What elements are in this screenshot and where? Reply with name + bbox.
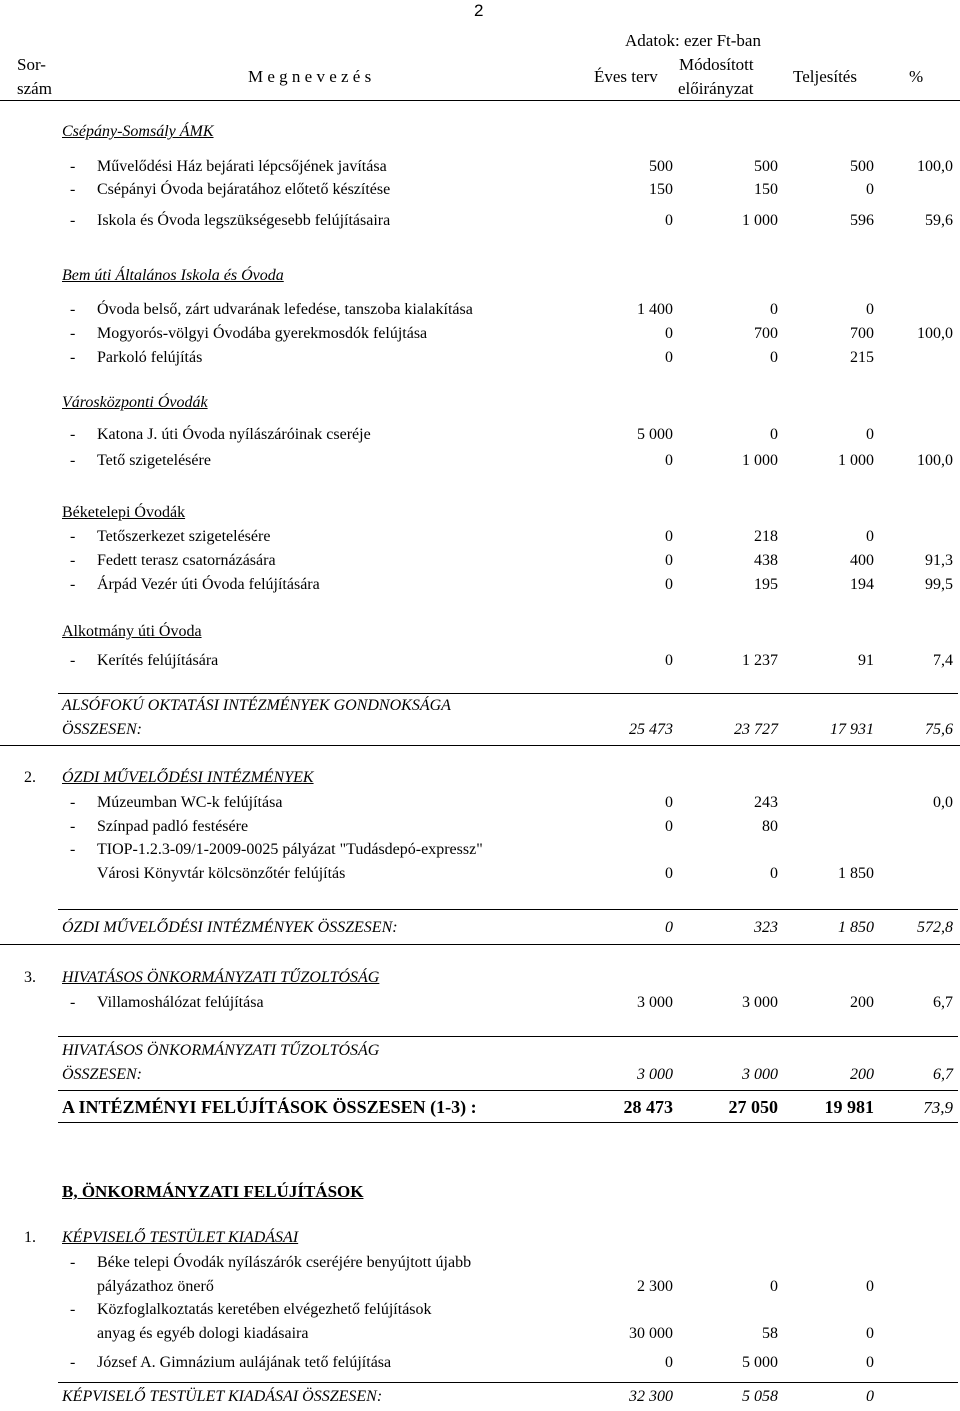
row-plan: 0 <box>665 325 673 342</box>
total-plan: 32 300 <box>629 1388 673 1405</box>
row-actual: 400 <box>850 552 874 569</box>
row-dash: - <box>70 576 76 593</box>
row-actual: 0 <box>866 426 874 443</box>
row-name: Közfoglalkoztatás keretében elvégezhető felújítások <box>97 1301 432 1318</box>
row-modified: 1 000 <box>742 212 778 229</box>
total-actual: 200 <box>850 1066 874 1083</box>
row-plan: 2 300 <box>637 1278 673 1295</box>
row-name: Csépányi Óvoda bejáratához előtető készítése <box>97 181 391 198</box>
page-number: 2 <box>474 1 484 20</box>
row-plan: 30 000 <box>629 1325 673 1342</box>
row-name: Tető szigetelésére <box>97 452 211 469</box>
units-note: Adatok: ezer Ft-ban <box>625 31 761 50</box>
row-dash: - <box>70 552 76 569</box>
row-pct: 6,7 <box>933 994 953 1011</box>
row-dash: - <box>70 1254 76 1271</box>
section-title-beketelepi: Béketelepi Óvodák <box>62 504 186 521</box>
section-title-ozdi: ÓZDI MŰVELŐDÉSI INTÉZMÉNYEK <box>62 769 314 786</box>
row-name-cont: pályázathoz önerő <box>97 1278 214 1295</box>
row-actual: 91 <box>858 652 874 669</box>
row-name: Óvoda belső, zárt udvarának lefedése, tanszoba kialakítása <box>97 301 473 318</box>
row-pct: 59,6 <box>925 212 953 229</box>
total-label: HIVATÁSOS ÖNKORMÁNYZATI TŰZOLTÓSÁG <box>62 1042 380 1059</box>
row-actual: 596 <box>850 212 874 229</box>
grand-total-label: A INTÉZMÉNYI FELÚJÍTÁSOK ÖSSZESEN (1-3) : <box>62 1097 477 1117</box>
row-pct: 100,0 <box>917 325 953 342</box>
row-name: Művelődési Ház bejárati lépcsőjének javítása <box>97 158 387 175</box>
total-modified: 23 727 <box>734 721 778 738</box>
total-modified: 5 058 <box>742 1388 778 1405</box>
row-modified: 195 <box>754 576 778 593</box>
total-label: ÖSSZESEN: <box>62 721 142 738</box>
total-actual: 0 <box>866 1388 874 1405</box>
row-pct: 99,5 <box>925 576 953 593</box>
row-plan: 0 <box>665 865 673 882</box>
row-plan: 0 <box>665 552 673 569</box>
row-dash: - <box>70 794 76 811</box>
header-rule <box>0 100 960 101</box>
row-actual: 0 <box>866 528 874 545</box>
row-modified: 0 <box>770 426 778 443</box>
row-modified: 5 000 <box>742 1354 778 1371</box>
row-dash: - <box>70 301 76 318</box>
section-title-varoskozponti: Városközponti Óvodák <box>62 394 208 411</box>
section-title-kepviselo: KÉPVISELŐ TESTÜLET KIADÁSAI <box>62 1229 299 1246</box>
total-actual: 1 850 <box>838 919 874 936</box>
row-plan: 500 <box>649 158 673 175</box>
divider <box>58 1122 958 1123</box>
total-plan: 0 <box>665 919 673 936</box>
row-actual: 215 <box>850 349 874 366</box>
row-dash: - <box>70 212 76 229</box>
grand-total-pct: 73,9 <box>923 1098 953 1117</box>
row-actual: 200 <box>850 994 874 1011</box>
row-pct: 0,0 <box>933 794 953 811</box>
row-plan: 0 <box>665 212 673 229</box>
row-actual: 1 850 <box>838 865 874 882</box>
row-name: Tetőszerkezet szigetelésére <box>97 528 271 545</box>
row-plan: 0 <box>665 576 673 593</box>
row-dash: - <box>70 818 76 835</box>
row-modified: 0 <box>770 865 778 882</box>
row-modified: 0 <box>770 301 778 318</box>
row-plan: 150 <box>649 181 673 198</box>
divider <box>58 909 958 910</box>
section-title-alkotmany: Alkotmány úti Óvoda <box>62 623 202 640</box>
row-name: TIOP-1.2.3-09/1-2009-0025 pályázat "Tudásdepó-expressz" <box>97 841 483 858</box>
row-actual: 0 <box>866 1354 874 1371</box>
row-dash: - <box>70 426 76 443</box>
col-header-sorszam-1: Sor- <box>17 55 46 74</box>
total-pct: 6,7 <box>933 1066 953 1083</box>
row-plan: 0 <box>665 1354 673 1371</box>
row-dash: - <box>70 452 76 469</box>
total-label: ALSÓFOKÚ OKTATÁSI INTÉZMÉNYEK GONDNOKSÁGA <box>62 697 451 714</box>
row-dash: - <box>70 652 76 669</box>
row-modified: 0 <box>770 1278 778 1295</box>
col-header-sorszam-2: szám <box>17 79 52 98</box>
row-actual: 0 <box>866 181 874 198</box>
row-plan: 0 <box>665 818 673 835</box>
row-actual: 194 <box>850 576 874 593</box>
row-modified: 1 000 <box>742 452 778 469</box>
row-plan: 0 <box>665 452 673 469</box>
section-number: 1. <box>24 1229 36 1246</box>
row-dash: - <box>70 841 76 858</box>
row-actual: 1 000 <box>838 452 874 469</box>
row-modified: 438 <box>754 552 778 569</box>
row-name: Árpád Vezér úti Óvoda felújítására <box>97 576 320 593</box>
col-header-modified-2: előirányzat <box>678 79 754 98</box>
row-pct: 100,0 <box>917 158 953 175</box>
col-header-name: M e g n e v e z é s <box>248 67 372 86</box>
total-label: KÉPVISELŐ TESTÜLET KIADÁSAI ÖSSZESEN: <box>62 1388 383 1405</box>
row-modified: 58 <box>762 1325 778 1342</box>
row-actual: 0 <box>866 1325 874 1342</box>
total-pct: 75,6 <box>925 721 953 738</box>
row-modified: 150 <box>754 181 778 198</box>
row-plan: 5 000 <box>637 426 673 443</box>
total-actual: 17 931 <box>830 721 874 738</box>
grand-total-plan: 28 473 <box>623 1097 673 1117</box>
row-modified: 218 <box>754 528 778 545</box>
row-name: Mogyorós-völgyi Óvodába gyerekmosdók felújtása <box>97 325 428 342</box>
divider <box>58 1036 958 1037</box>
total-modified: 323 <box>754 919 778 936</box>
row-actual: 0 <box>866 301 874 318</box>
row-modified: 243 <box>754 794 778 811</box>
row-dash: - <box>70 1301 76 1318</box>
row-plan: 0 <box>665 652 673 669</box>
row-dash: - <box>70 528 76 545</box>
total-label: ÓZDI MŰVELŐDÉSI INTÉZMÉNYEK ÖSSZESEN: <box>62 919 398 936</box>
row-name: Múzeumban WC-k felújítása <box>97 794 283 811</box>
col-header-pct: % <box>909 67 924 86</box>
total-plan: 25 473 <box>629 721 673 738</box>
row-dash: - <box>70 1354 76 1371</box>
row-dash: - <box>70 325 76 342</box>
row-name: Parkoló felújítás <box>97 349 203 366</box>
divider <box>0 944 960 945</box>
divider <box>58 1382 958 1383</box>
row-name: Villamoshálózat felújítása <box>97 994 264 1011</box>
row-plan: 3 000 <box>637 994 673 1011</box>
total-label: ÖSSZESEN: <box>62 1066 142 1083</box>
section-b-title: B, ÖNKORMÁNYZATI FELÚJÍTÁSOK <box>62 1182 364 1201</box>
col-header-actual: Teljesítés <box>793 67 857 86</box>
row-pct: 91,3 <box>925 552 953 569</box>
row-modified: 0 <box>770 349 778 366</box>
col-header-plan: Éves terv <box>594 67 658 86</box>
row-plan: 1 400 <box>637 301 673 318</box>
section-title-bem: Bem úti Általános Iskola és Óvoda <box>62 267 284 284</box>
row-dash: - <box>70 994 76 1011</box>
row-actual: 500 <box>850 158 874 175</box>
row-dash: - <box>70 181 76 198</box>
row-modified: 80 <box>762 818 778 835</box>
row-modified: 500 <box>754 158 778 175</box>
row-name: Színpad padló festésére <box>97 818 249 835</box>
grand-total-actual: 19 981 <box>824 1097 874 1117</box>
row-modified: 3 000 <box>742 994 778 1011</box>
row-plan: 0 <box>665 349 673 366</box>
row-name: Kerítés felújítására <box>97 652 219 669</box>
grand-total-modified: 27 050 <box>728 1097 778 1117</box>
total-pct: 572,8 <box>917 919 953 936</box>
row-pct: 100,0 <box>917 452 953 469</box>
row-name-cont: Városi Könyvtár kölcsönzőtér felújítás <box>97 865 346 882</box>
section-title-csepany: Csépány-Somsály ÁMK <box>62 123 214 140</box>
row-dash: - <box>70 158 76 175</box>
row-plan: 0 <box>665 794 673 811</box>
row-actual: 0 <box>866 1278 874 1295</box>
row-dash: - <box>70 349 76 366</box>
row-plan: 0 <box>665 528 673 545</box>
row-name: Fedett terasz csatornázására <box>97 552 276 569</box>
col-header-modified-1: Módosított <box>679 55 754 74</box>
row-name: Katona J. úti Óvoda nyílászáróinak cseréje <box>97 426 371 443</box>
total-modified: 3 000 <box>742 1066 778 1083</box>
row-name: Iskola és Óvoda legszükségesebb felújításaira <box>97 212 391 229</box>
section-title-tuzoltosag: HIVATÁSOS ÖNKORMÁNYZATI TŰZOLTÓSÁG <box>62 969 380 986</box>
row-actual: 700 <box>850 325 874 342</box>
row-name: József A. Gimnázium aulájának tető felújítása <box>97 1354 392 1371</box>
divider <box>58 693 958 694</box>
total-plan: 3 000 <box>637 1066 673 1083</box>
row-modified: 700 <box>754 325 778 342</box>
section-number: 2. <box>24 769 36 786</box>
section-number: 3. <box>24 969 36 986</box>
divider <box>58 1090 958 1091</box>
divider <box>0 745 960 746</box>
row-name: Béke telepi Óvodák nyílászárók cseréjére benyújtott újabb <box>97 1254 472 1271</box>
row-modified: 1 237 <box>742 652 778 669</box>
row-name-cont: anyag és egyéb dologi kiadásaira <box>97 1325 309 1342</box>
row-pct: 7,4 <box>933 652 953 669</box>
